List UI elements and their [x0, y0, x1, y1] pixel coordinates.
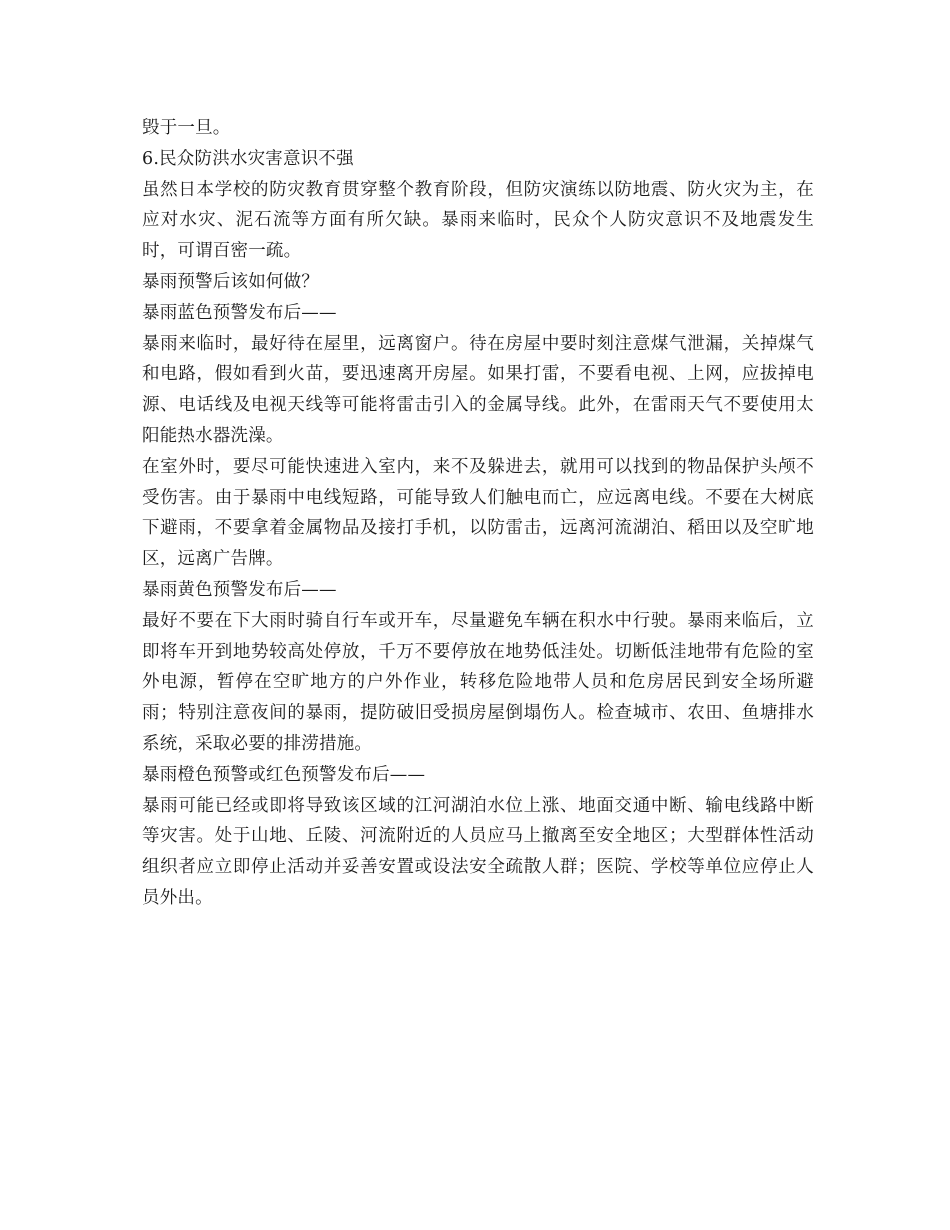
- paragraph-disaster-education: 虽然日本学校的防灾教育贯穿整个教育阶段，但防灾演练以防地震、防火灾为主，在应对水灾、泥石流等方面有所欠缺。暴雨来临时，民众个人防灾意识不及地震发生时，可谓百密一疏。: [142, 179, 814, 262]
- heading-what-to-do: 暴雨预警后该如何做？: [142, 271, 319, 292]
- paragraph-continuation: 毁于一旦。: [142, 118, 231, 138]
- paragraph-yellow-actions: 最好不要在下大雨时骑自行车或开车，尽量避免车辆在积水中行驶。暴雨来临后，立即将车开到地势较高处停放，千万不要停放在地势低洼处。切断低洼地带有危险的室外电源，暂停在空旷地方的户外作业，转移危险地带人员和危房居民到安全场所避雨；特别注意夜间的暴雨，提防破旧受损房屋倒塌伤人。检查城市、农田、鱼塘排水系统，采取必要的排涝措施。: [142, 610, 814, 754]
- heading-blue-warning: 暴雨蓝色预警发布后——: [142, 302, 337, 323]
- heading-yellow-warning: 暴雨黄色预警发布后——: [142, 579, 337, 600]
- document-body: [142, 113, 814, 914]
- paragraph-blue-indoor: 暴雨来临时，最好待在屋里，远离窗户。待在房屋中要时刻注意煤气泄漏，关掉煤气和电路，假如看到火苗，要迅速离开房屋。如果打雷，不要看电视、上网，应拔掉电源、电话线及电视天线等可能将雷击引入的金属导线。此外，在雷雨天气不要使用太阳能热水器洗澡。: [142, 333, 814, 446]
- paragraph-orange-red-actions: 暴雨可能已经或即将导致该区域的江河湖泊水位上涨、地面交通中断、输电线路中断等灾害。处于山地、丘陵、河流附近的人员应马上撤离至安全地区；大型群体性活动组织者应立即停止活动并妥善安置或设法安全疏散人群；医院、学校等单位应停止人员外出。: [142, 795, 814, 908]
- section-heading-awareness: 6.民众防洪水灾害意识不强: [142, 148, 354, 169]
- heading-orange-red-warning: 暴雨橙色预警或红色预警发布后——: [142, 764, 426, 785]
- paragraph-blue-outdoor: 在室外时，要尽可能快速进入室内，来不及躲进去，就用可以找到的物品保护头颅不受伤害。由于暴雨中电线短路，可能导致人们触电而亡，应远离电线。不要在大树底下避雨，不要拿着金属物品及接打手机，以防雷击，远离河流湖泊、稻田以及空旷地区，远离广告牌。: [142, 456, 814, 570]
